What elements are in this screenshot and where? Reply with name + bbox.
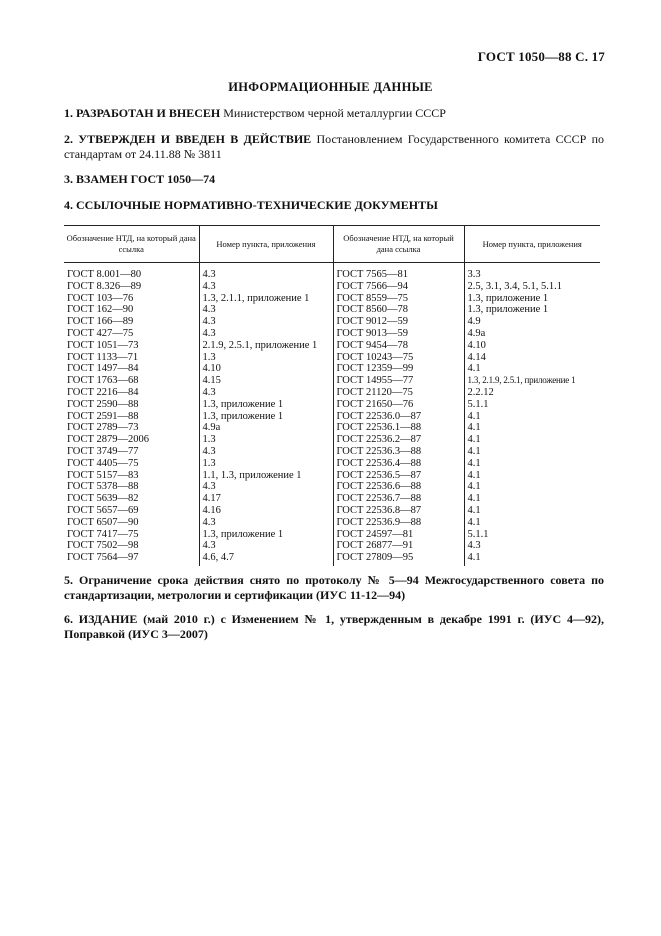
table-row xyxy=(64,470,600,482)
ntd-cell: ГОСТ 22536.0—87 xyxy=(333,411,464,423)
clause-cell: 4.1 xyxy=(464,481,600,493)
clause-cell: 4.17 xyxy=(199,493,333,505)
ntd-cell: ГОСТ 10243—75 xyxy=(333,352,464,364)
clause-cell: 1.3, приложение 1 xyxy=(199,411,333,423)
table-row xyxy=(64,505,600,517)
ntd-cell: ГОСТ 22536.8—87 xyxy=(333,505,464,517)
item-heading: Ограничение срока действия снято по протоколу № 5—94 Межгосударственного совета по стандартизации, метрологии и сертификации (ИУС 11-12—94) xyxy=(64,573,605,602)
item-number: 1. xyxy=(64,106,73,120)
table-row xyxy=(64,422,600,434)
clause-cell: 4.1 xyxy=(464,552,600,566)
clause-cell: 4.1 xyxy=(464,434,600,446)
clause-cell: 1.3, приложение 1 xyxy=(464,293,600,305)
table-row xyxy=(64,552,600,566)
clause-cell: 1.3, приложение 1 xyxy=(199,529,333,541)
table-row xyxy=(64,411,600,423)
info-item-4 xyxy=(64,198,604,213)
ntd-cell: ГОСТ 22536.9—88 xyxy=(333,517,464,529)
clause-cell: 4.3 xyxy=(199,387,333,399)
ntd-cell: ГОСТ 9454—78 xyxy=(333,340,464,352)
ntd-cell: ГОСТ 8559—75 xyxy=(333,293,464,305)
clause-cell: 4.6, 4.7 xyxy=(199,552,333,566)
clause-cell: 4.1 xyxy=(464,493,600,505)
clause-cell: 4.1 xyxy=(464,517,600,529)
ntd-cell: ГОСТ 12359—99 xyxy=(333,363,464,375)
ntd-cell: ГОСТ 166—89 xyxy=(67,316,134,328)
ntd-cell: ГОСТ 21120—75 xyxy=(333,387,464,399)
clause-cell: 4.9а xyxy=(464,328,600,340)
ntd-cell: ГОСТ 2789—73 xyxy=(67,422,139,434)
column-header-clause: Номер пункта, приложения xyxy=(464,226,600,263)
ntd-cell: ГОСТ 7502—98 xyxy=(67,540,139,552)
info-item-5 xyxy=(64,573,604,603)
ntd-cell: ГОСТ 6507—90 xyxy=(67,516,139,528)
clause-cell: 4.1 xyxy=(464,458,600,470)
ntd-cell: ГОСТ 9012—59 xyxy=(333,316,464,328)
table-row xyxy=(64,517,600,529)
ntd-cell: ГОСТ 9013—59 xyxy=(333,328,464,340)
clause-cell: 4.3 xyxy=(199,481,333,493)
clause-cell: 5.1.1 xyxy=(464,529,600,541)
clause-cell: 4.1 xyxy=(464,505,600,517)
clause-cell: 2.1.9, 2.5.1, приложение 1 xyxy=(199,340,333,352)
clause-cell: 4.3 xyxy=(199,517,333,529)
clause-cell: 4.3 xyxy=(199,328,333,340)
ntd-cell: ГОСТ 7564—97 xyxy=(67,552,139,564)
item-heading: УТВЕРЖДЕН И ВВЕДЕН В ДЕЙСТВИЕ xyxy=(78,132,312,146)
clause-cell: 4.14 xyxy=(464,352,600,364)
table-row xyxy=(64,263,600,281)
clause-cell: 5.1.1 xyxy=(464,399,600,411)
table-header-row xyxy=(64,226,600,263)
ntd-cell: ГОСТ 2879—2006 xyxy=(67,434,150,446)
ntd-cell: ГОСТ 21650—76 xyxy=(333,399,464,411)
ntd-cell: ГОСТ 7417—75 xyxy=(67,528,139,540)
info-item-3 xyxy=(64,172,604,187)
clause-cell: 4.1 xyxy=(464,422,600,434)
ntd-cell: ГОСТ 22536.7—88 xyxy=(333,493,464,505)
table-row xyxy=(64,340,600,352)
item-heading: ИЗДАНИЕ (май 2010 г.) с Изменением № 1, утвержденным в декабре 1991 г. (ИУС 4—92), Поправкой (ИУС 3—2007) xyxy=(64,612,604,641)
ntd-cell: ГОСТ 14955—77 xyxy=(333,375,464,387)
clause-cell: 4.1 xyxy=(464,411,600,423)
table-row xyxy=(64,363,600,375)
item-number: 2. xyxy=(64,132,73,146)
ntd-cell: ГОСТ 5657—69 xyxy=(67,504,139,516)
clause-cell: 4.15 xyxy=(199,375,333,387)
info-item-2 xyxy=(64,132,604,162)
ntd-cell: ГОСТ 22536.5—87 xyxy=(333,470,464,482)
clause-cell: 1.3, приложение 1 xyxy=(199,399,333,411)
column-header-ntd: Обозначение НТД, на который дана ссылка xyxy=(333,226,464,263)
clause-cell: 4.9а xyxy=(199,422,333,434)
ntd-cell: ГОСТ 7565—81 xyxy=(333,263,464,281)
clause-cell: 4.3 xyxy=(464,540,600,552)
reference-documents-table xyxy=(64,225,600,566)
ntd-cell: ГОСТ 3749—77 xyxy=(67,445,139,457)
clause-cell: 4.3 xyxy=(199,263,333,281)
table-row xyxy=(64,493,600,505)
item-number: 4. xyxy=(64,198,73,212)
table-row xyxy=(64,316,600,328)
table-row xyxy=(64,529,600,541)
ntd-cell: ГОСТ 22536.4—88 xyxy=(333,458,464,470)
clause-cell: 1.3, приложение 1 xyxy=(464,304,600,316)
clause-cell: 4.3 xyxy=(199,281,333,293)
ntd-cell: ГОСТ 5639—82 xyxy=(67,493,139,505)
item-heading: ВЗАМЕН ГОСТ 1050—74 xyxy=(76,172,216,186)
table-row xyxy=(64,540,600,552)
clause-cell: 1.3 xyxy=(199,434,333,446)
ntd-cell: ГОСТ 27809—95 xyxy=(333,552,464,566)
clause-cell: 4.16 xyxy=(199,505,333,517)
ntd-cell: ГОСТ 4405—75 xyxy=(67,457,139,469)
ntd-cell: ГОСТ 8.001—80 xyxy=(67,269,142,280)
clause-cell: 4.9 xyxy=(464,316,600,328)
info-item-6 xyxy=(64,612,604,642)
item-text: Постановлением Государственного комитета СССР по стандартам от 24.11.88 № 3811 xyxy=(64,132,605,161)
table-body xyxy=(64,263,600,566)
clause-cell: 2.2.12 xyxy=(464,387,600,399)
item-number: 3. xyxy=(64,172,73,186)
ntd-cell: ГОСТ 5157—83 xyxy=(67,469,139,481)
ntd-cell: ГОСТ 22536.3—88 xyxy=(333,446,464,458)
ntd-cell: ГОСТ 2590—88 xyxy=(67,398,139,410)
column-header-ntd: Обозначение НТД, на который дана ссылка xyxy=(64,226,199,263)
ntd-cell: ГОСТ 2591—88 xyxy=(67,410,139,422)
ntd-cell: ГОСТ 22536.6—88 xyxy=(333,481,464,493)
clause-cell: 4.1 xyxy=(464,470,600,482)
column-header-clause: Номер пункта, приложения xyxy=(199,226,333,263)
clause-cell: 1.3, 2.1.1, приложение 1 xyxy=(199,293,333,305)
table-row xyxy=(64,352,600,364)
info-item-1 xyxy=(64,106,604,121)
clause-cell: 1.3, 2.1.9, 2.5.1, приложение 1 xyxy=(464,375,600,387)
clause-cell: 4.1 xyxy=(464,446,600,458)
table-row xyxy=(64,399,600,411)
ntd-cell: ГОСТ 1051—73 xyxy=(67,339,139,351)
ntd-cell: ГОСТ 5378—88 xyxy=(67,481,139,493)
ntd-cell: ГОСТ 8560—78 xyxy=(333,304,464,316)
ntd-cell: ГОСТ 162—90 xyxy=(67,304,134,316)
clause-cell: 4.3 xyxy=(199,316,333,328)
ntd-cell: ГОСТ 427—75 xyxy=(67,327,134,339)
item-heading: ССЫЛОЧНЫЕ НОРМАТИВНО-ТЕХНИЧЕСКИЕ ДОКУМЕНТЫ xyxy=(76,198,438,212)
ntd-cell: ГОСТ 103—76 xyxy=(67,292,134,304)
clause-cell: 4.10 xyxy=(464,340,600,352)
ntd-cell: ГОСТ 8.326—89 xyxy=(67,280,142,292)
ntd-cell: ГОСТ 2216—84 xyxy=(67,386,139,398)
item-text: Министерством черной металлургии СССР xyxy=(220,106,446,120)
ntd-cell: ГОСТ 26877—91 xyxy=(333,540,464,552)
clause-cell: 4.10 xyxy=(199,363,333,375)
clause-cell: 2.5, 3.1, 3.4, 5.1, 5.1.1 xyxy=(464,281,600,293)
table-row xyxy=(64,293,600,305)
table-row xyxy=(64,387,600,399)
ntd-cell: ГОСТ 1133—71 xyxy=(67,351,139,363)
clause-cell: 4.1 xyxy=(464,363,600,375)
table-row xyxy=(64,328,600,340)
page-header: ГОСТ 1050—88 С. 17 xyxy=(477,49,605,64)
ntd-cell: ГОСТ 22536.2—87 xyxy=(333,434,464,446)
ntd-cell: ГОСТ 24597—81 xyxy=(333,529,464,541)
table-row xyxy=(64,481,600,493)
ntd-cell: ГОСТ 1763—68 xyxy=(67,375,139,387)
ntd-cell: ГОСТ 1497—84 xyxy=(67,363,139,375)
item-number: 5. xyxy=(64,573,73,587)
clause-cell: 4.3 xyxy=(199,446,333,458)
item-number: 6. xyxy=(64,612,73,626)
item-heading: РАЗРАБОТАН И ВНЕСЕН xyxy=(76,106,221,120)
clause-cell: 4.3 xyxy=(199,304,333,316)
clause-cell: 4.3 xyxy=(199,540,333,552)
section-title: ИНФОРМАЦИОННЫЕ ДАННЫЕ xyxy=(228,80,433,94)
clause-cell: 1.1, 1.3, приложение 1 xyxy=(199,470,333,482)
table-row xyxy=(64,446,600,458)
clause-cell: 1.3 xyxy=(199,458,333,470)
ntd-cell: ГОСТ 7566—94 xyxy=(333,281,464,293)
table-row xyxy=(64,375,600,387)
table-row xyxy=(64,458,600,470)
clause-cell: 3.3 xyxy=(464,263,600,281)
table-row xyxy=(64,434,600,446)
table-row xyxy=(64,304,600,316)
table-row xyxy=(64,281,600,293)
clause-cell: 1.3 xyxy=(199,352,333,364)
ntd-cell: ГОСТ 22536.1—88 xyxy=(333,422,464,434)
